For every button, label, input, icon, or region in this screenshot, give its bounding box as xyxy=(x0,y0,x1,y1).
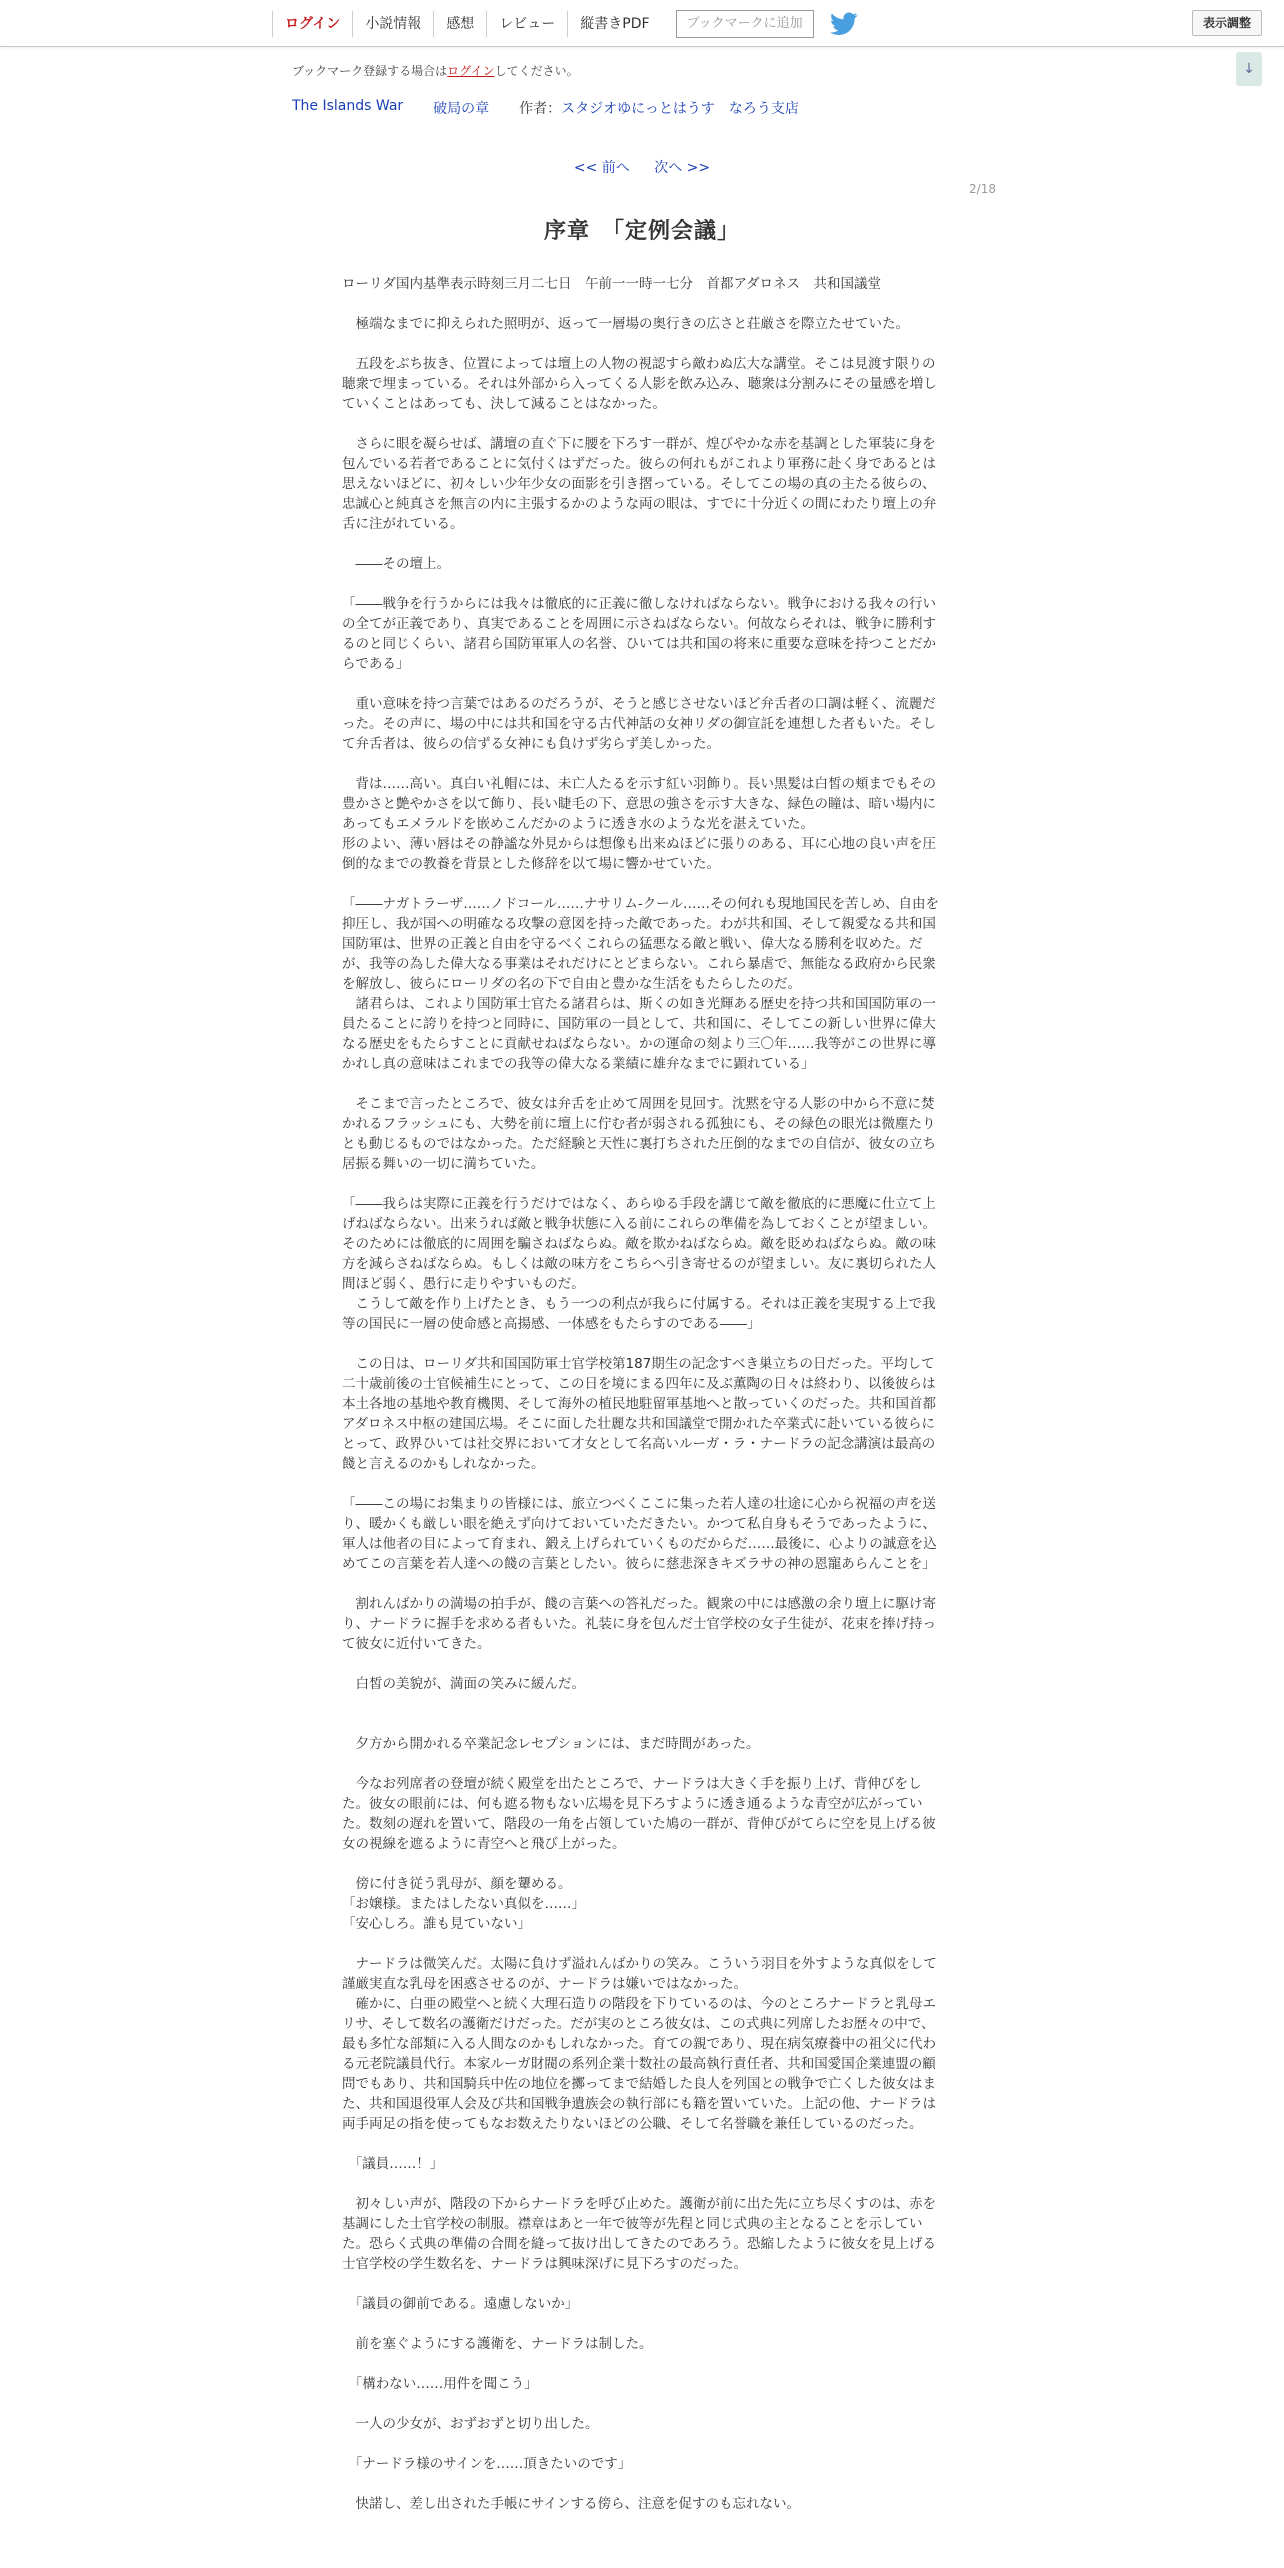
twitter-bird-icon[interactable] xyxy=(830,11,860,37)
blank-line xyxy=(342,1174,942,1194)
paragraph: 諸君らは、これより国防軍士官たる諸君らは、斯くの如き光輝ある歴史を持つ共和国国防軍の一員たることに誇りを持つと同時に、国防軍の一員として、共和国に、そしてこの新しい世界に偉大なる歴史をもたらすことに貢献せねばならない。かの運命の刻より三〇年……我等がこの世界に導かれし真の意味はこれまでの我等の偉大なる業績に雄弁なまでに顕れている」 xyxy=(342,996,936,1072)
notice-before: ブックマーク登録する場合は xyxy=(292,64,448,78)
novel-meta xyxy=(292,98,799,118)
paragraph: さらに眼を凝らせば、講壇の直ぐ下に腰を下ろす一群が、煌びやかな赤を基調とした軍装に身を包んでいる若者であることに気付くはずだった。彼らの何れもがこれより軍務に赴く身であるとは思えないほどに、初々しい少年少女の面影を引き摺っている。そしてこの場の真の主たる彼らの、忠誠心と純真さを無言の内に主張するかのような両の眼は、すでに十分近くの間にわたり壇上の弁舌に注がれている。 xyxy=(342,436,937,532)
scroll-down-arrow-icon[interactable]: ↓ xyxy=(1236,52,1262,86)
nav-review-link[interactable]: レビュー xyxy=(486,11,567,37)
paragraph: 形のよい、薄い唇はその静謐な外見からは想像も出来ぬほどに張りのある、耳に心地の良い声を圧倒的なまでの教養を背景とした修辞を以て場に響かせていた。 xyxy=(342,836,936,872)
nav-vertical-pdf-link[interactable]: 縦書きPDF xyxy=(567,11,661,37)
paragraph: 極端なまでに抑えられた照明が、返って一層場の奥行きの広さと荘厳さを際立たせていた。 xyxy=(342,316,909,332)
notice-after: してください。 xyxy=(494,64,579,78)
top-navigation-bar xyxy=(0,0,1284,47)
blank-line xyxy=(342,294,942,314)
next-page-link[interactable]: 次へ >> xyxy=(654,160,711,176)
bookmark-login-notice xyxy=(292,62,579,79)
arc-title-link[interactable]: 破局の章 xyxy=(433,101,490,117)
paragraph: 重い意味を持つ言葉ではあるのだろうが、そうと感じさせないほど弁舌者の口調は軽く、流麗だった。その声に、場の中には共和国を守る古代神話の女神リダの御宣託を連想した者もいた。そして弁舌者は、彼らの信ずる女神にも負けず劣らず美しかった。 xyxy=(342,696,936,752)
blank-line xyxy=(342,2134,942,2154)
paragraph: 一人の少女が、おずおずと切り出した。 xyxy=(342,2416,599,2432)
blank-line xyxy=(342,1854,942,1874)
paragraph: 背は……高い。真白い礼帽には、未亡人たるを示す紅い羽飾り。長い黒髪は白皙の頬までもその豊かさと艶やかさを以て飾り、長い睫毛の下、意思の強さを示す大きな、緑色の瞳は、暗い場内にあってもエメラルドを嵌めこんだかのように透き水のような光を湛えていた。 xyxy=(342,776,936,832)
paragraph: 五段をぶち抜き、位置によっては壇上の人物の視認すら敵わぬ広大な講堂。そこは見渡す限りの聴衆で埋まっている。それは外部から入ってくる人影を飲み込み、聴衆は分割みにその量感を増していくことはあっても、決して減ることはなかった。 xyxy=(342,356,937,412)
blank-line xyxy=(342,754,942,774)
paragraph: 夕方から開かれる卒業記念レセプションには、まだ時間があった。 xyxy=(342,1736,760,1752)
blank-line xyxy=(342,1654,942,1674)
paragraph: 初々しい声が、階段の下からナードラを呼び止めた。護衛が前に出た先に立ち尽くすのは、赤を基調にした士官学校の制服。襟章はあと一年で彼等が先程と同じ式典の主となることを示していた。恐らく式典の準備の合間を縫って抜け出してきたのであろう。恐縮したように彼女を見上げる士官学校の学生数名を、ナードラは興味深げに見下ろすのだった。 xyxy=(342,2196,936,2272)
paragraph: 確かに、白亜の殿堂へと続く大理石造りの階段を下りているのは、今のところナードラと乳母エリサ、そして数名の護衛だけだった。だが実のところ彼女は、この式典に列席したお歴々の中で、最も多忙な部類に入る人間なのかもしれなかった。育ての親であり、現在病気療養中の祖父に代わる元老院議員代行。本家ルーガ財閥の系列企業十数社の最高執行責任者、共和国愛国企業連盟の顧問でもあり、共和国騎兵中佐の地位を擲ってまで結婚した良人を列国との戦争で亡くした彼女はまた、共和国退役軍人会及び共和国戦争遺族会の執行部にも籍を置いていた。上記の他、ナードラは両手両足の指を使ってもなお数えたりないほどの公職、そして名誉職を兼任しているのだった。 xyxy=(342,1996,936,2132)
paragraph: この日は、ローリダ共和国国防軍士官学校第187期生の記念すべき巣立ちの日だった。平均して二十歳前後の士官候補生にとって、この日を境にまる四年に及ぶ薫陶の日々は終わり、以後彼らは本土各地の基地や教育機関、そして海外の植民地駐留軍基地へと散っていくのだった。共和国首都アダロネス中枢の建国広場。そこに面した壮麗な共和国議堂で開かれた卒業式に赴いている彼らにとって、政界ひいては社交界において才女として名高いルーガ・ラ・ナードラの記念講演は最高の餞と言えるのかもしれなかった。 xyxy=(342,1356,936,1472)
paragraph: 「――戦争を行うからには我々は徹底的に正義に徹しなければならない。戦争における我々の行いの全てが正義であり、真実であることを周囲に示さねばならない。何故ならそれは、戦争に勝利するのと同じくらい、諸君ら国防軍軍人の名誉、ひいては共和国の将来に重要な意味を持つことだからである」 xyxy=(342,596,936,672)
paragraph: 快諾し、差し出された手帳にサインする傍ら、注意を促すのも忘れない。 xyxy=(342,2496,801,2512)
paragraph: 白皙の美貌が、満面の笑みに緩んだ。 xyxy=(342,1676,585,1692)
paragraph: 割れんばかりの満場の拍手が、餞の言葉への答礼だった。観衆の中には感激の余り壇上に駆け寄り、ナードラに握手を求める者もいた。礼装に身を包んだ士官学校の女子生徒が、花束を捧げ持って彼女に近付いてきた。 xyxy=(342,1596,936,1652)
novel-body xyxy=(342,274,942,2514)
author-label: 作者： xyxy=(519,101,562,117)
blank-line xyxy=(342,2274,942,2294)
blank-line xyxy=(342,534,942,554)
paragraph: 「――ナガトラーザ……ノドコール……ナサリム-クール……その何れも現地国民を苦しめ、自由を抑圧し、我が国への明確なる攻撃の意図を持った敵であった。わが共和国、そして親愛なる共和国国防軍は、世界の正義と自由を守るべくこれらの猛悪なる敵と戦い、偉大なる勝利を収めた。だが、我等の為した偉大なる事業はそれだけにとどまらない。これら暴虐で、無能なる政府から民衆を解放し、彼らにローリダの名の下で自由と豊かな生活をもたらしたのだ。 xyxy=(342,896,939,992)
blank-line xyxy=(342,674,942,694)
paragraph: 「構わない……用件を聞こう」 xyxy=(342,2376,538,2392)
blank-line xyxy=(342,1074,942,1094)
paragraph: 「議員……！」 xyxy=(342,2156,444,2172)
display-adjust-button[interactable]: 表示調整 xyxy=(1192,10,1262,36)
paragraph: ローリダ国内基準表示時刻三月二七日 午前一一時一七分 首都アダロネス 共和国議堂 xyxy=(342,276,882,292)
blank-line xyxy=(342,1714,942,1734)
blank-line xyxy=(342,1574,942,1594)
paragraph: そこまで言ったところで、彼女は弁舌を止めて周囲を見回す。沈黙を守る人影の中から不意に焚かれるフラッシュにも、大勢を前に壇上に佇む者が弱される孤独にも、その緑色の眼光は微塵たりとも動じるものではなかった。ただ経験と天性に裏打ちされた圧倒的なまでの自信が、彼女の立ち居振る舞いの一切に満ちていた。 xyxy=(342,1096,936,1172)
nav-login-link[interactable]: ログイン xyxy=(272,11,352,37)
blank-line xyxy=(342,1694,942,1714)
paragraph: 「――我らは実際に正義を行うだけではなく、あらゆる手段を講じて敵を徹底的に悪魔に仕立て上げねばならない。出来うれば敵と戦争状態に入る前にこれらの準備を為しておくことが望ましい。そのためには徹底的に周囲を騙さねばならぬ。敵を欺かねばならぬ。敵を貶めねばならぬ。敵の味方を減らさねばならぬ。もしくは敵の味方をこちらへ引き寄せるのが望ましい。友に裏切られた人間ほど弱く、愚行に走りやすいものだ。 xyxy=(342,1196,936,1292)
paragraph: 「議員の御前である。遠慮しないか」 xyxy=(342,2296,579,2312)
paragraph: 「安心しろ。誰も見ていない」 xyxy=(342,1916,531,1932)
blank-line xyxy=(342,1334,942,1354)
blank-line xyxy=(342,334,942,354)
bookmark-add-button[interactable]: ブックマークに追加 xyxy=(676,10,814,38)
prev-page-link[interactable]: << 前へ xyxy=(573,160,630,176)
page-count: 2/18 xyxy=(969,182,996,196)
blank-line xyxy=(342,1474,942,1494)
notice-login-link[interactable]: ログイン xyxy=(447,64,495,78)
blank-line xyxy=(342,2394,942,2414)
blank-line xyxy=(342,1754,942,1774)
blank-line xyxy=(342,414,942,434)
paragraph: こうして敵を作り上げたとき、もう一つの利点が我らに付属する。それは正義を実現する上で我等の国民に一層の使命感と高揚感、一体感をもたらすのである――」 xyxy=(342,1296,936,1332)
paragraph: 前を塞ぐようにする護衛を、ナードラは制した。 xyxy=(342,2336,653,2352)
series-title-link[interactable]: The Islands War xyxy=(292,98,404,114)
nav-impression-link[interactable]: 感想 xyxy=(433,11,486,37)
paragraph: 「――この場にお集まりの皆様には、旅立つべくここに集った若人達の壮途に心から祝福の声を送り、暖かくも厳しい眼を絶えず向けておいていただきたい。かつて私自身もそうであったように、軍人は他者の目によって育まれ、鍛え上げられていくものだからだ……最後に、心よりの誠意を込めてこの言葉を若人達への餞の言葉としたい。彼らに慈悲深きキズラサの神の恩寵あらんことを」 xyxy=(342,1496,937,1572)
blank-line xyxy=(342,874,942,894)
paragraph: 傍に付き従う乳母が、顔を顰める。 xyxy=(342,1876,572,1892)
author-link[interactable]: スタジオゆにっとはうす なろう支店 xyxy=(561,101,799,117)
chapter-title: 序章 「定例会議」 xyxy=(543,219,740,244)
paragraph: 「ナードラ様のサインを……頂きたいのです」 xyxy=(342,2456,632,2472)
paragraph: 「お嬢様。またはしたない真似を……」 xyxy=(342,1896,585,1912)
paragraph: 今なお列席者の登壇が続く殿堂を出たところで、ナードラは大きく手を振り上げ、背伸びをした。彼女の眼前には、何も遮る物もない広場を見下ろすように透き通るような青空が広がっていた。数刻の遅れを置いて、階段の一角を占領していた鳩の一群が、背伸びがてらに空を見上げる彼女の視線を遮るように青空へと飛び上がった。 xyxy=(342,1776,936,1852)
blank-line xyxy=(342,2434,942,2454)
paragraph: ――その壇上。 xyxy=(342,556,450,572)
main-nav xyxy=(272,0,860,47)
paragraph: ナードラは微笑んだ。太陽に負けず溢れんばかりの笑み。こういう羽目を外すような真似をして謹厳実直な乳母を困惑させるのが、ナードラは嫌いではなかった。 xyxy=(342,1956,937,1992)
blank-line xyxy=(342,1934,942,1954)
blank-line xyxy=(342,2174,942,2194)
pager xyxy=(0,157,1284,177)
blank-line xyxy=(342,2314,942,2334)
blank-line xyxy=(342,574,942,594)
nav-novel-info-link[interactable]: 小説情報 xyxy=(352,11,433,37)
blank-line xyxy=(342,2474,942,2494)
blank-line xyxy=(342,2354,942,2374)
